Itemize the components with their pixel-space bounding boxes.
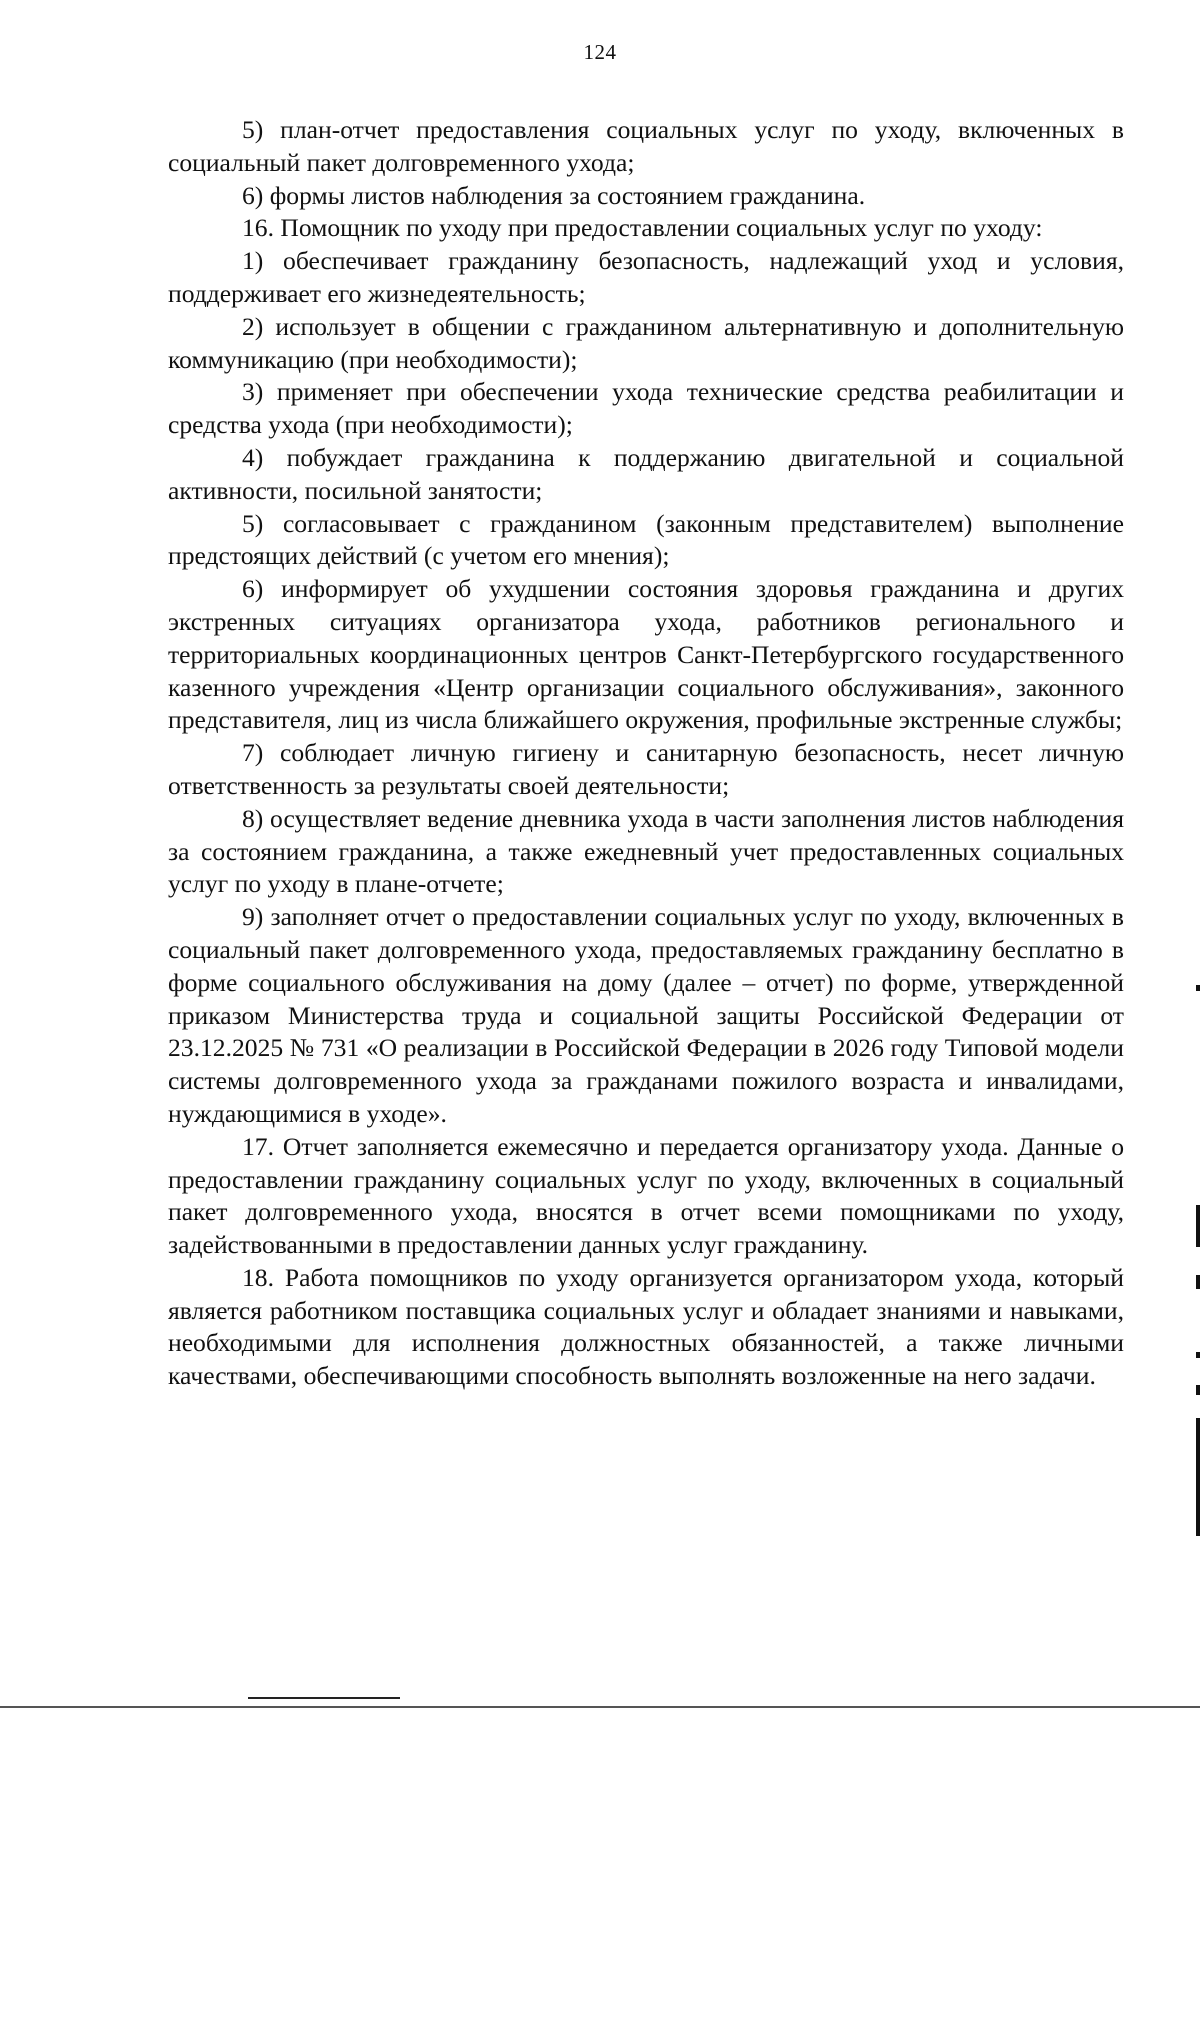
- document-body: [168, 114, 1124, 1393]
- scan-margin-mark: [1196, 1205, 1200, 1247]
- paragraph-duty-9: 9) заполняет отчет о предоставлении социальных услуг по уходу, включенных в социальный пакет долговременного ухода, предоставляемых гражданину бесплатно в форме социального обслуживания на дому (далее – отчет) по форме, утвержденной приказом Министерства труда и социальной защиты Российской Федерации от 23.12.2025 № 731 «О реализации в Российской Федерации в 2026 году Типовой модели системы долговременного ухода за гражданами пожилого возраста и инвалидами, нуждающимися в уходе».: [168, 902, 1124, 1128]
- paragraph-duty-6: 6) информирует об ухудшении состояния здоровья гражданина и других экстренных ситуациях организатора ухода, работников регионального и территориальных координационных центров Санкт-Петербургского государственного казенного учреждения «Центр организации социального обслуживания», законного представителя, лиц из числа ближайшего окружения, профильные экстренные службы;: [168, 574, 1124, 735]
- page-bottom-edge: [0, 1706, 1200, 1708]
- page-number: 124: [583, 40, 617, 64]
- paragraph-duty-8: 8) осуществляет ведение дневника ухода в части заполнения листов наблюдения за состоянием гражданина, а также ежедневный учет предоставленных социальных услуг по уходу в плане-отчете;: [168, 803, 1124, 899]
- paragraph-clause-16: 16. Помощник по уходу при предоставлении социальных услуг по уходу:: [242, 213, 1043, 243]
- paragraph-duty-7: 7) соблюдает личную гигиену и санитарную безопасность, несет личную ответственность за результаты своей деятельности;: [168, 738, 1124, 800]
- paragraph-duty-4: 4) побуждает гражданина к поддержанию двигательной и социальной активности, посильной занятости;: [168, 442, 1124, 505]
- paragraph-item-6-observation-forms: 6) формы листов наблюдения за состоянием гражданина.: [242, 180, 866, 210]
- paragraph-clause-18: 18. Работа помощников по уходу организуется организатором ухода, который является работником поставщика социальных услуг и обладает знаниями и навыками, необходимыми для исполнения должностных обязанностей, а также личными качествами, обеспечивающими способность выполнять возложенные на него задачи.: [168, 1262, 1124, 1391]
- scan-margin-mark: [1196, 1352, 1200, 1358]
- scan-margin-mark: [1196, 985, 1200, 991]
- scan-margin-mark: [1196, 1385, 1200, 1395]
- footnote-rule: [248, 1697, 400, 1699]
- paragraph-duty-5: 5) согласовывает с гражданином (законным представителем) выполнение предстоящих действий (с учетом его мнения);: [168, 508, 1124, 571]
- scan-margin-mark: [1196, 1275, 1200, 1289]
- paragraph-duty-3: 3) применяет при обеспечении ухода технические средства реабилитации и средства ухода (при необходимости);: [168, 377, 1124, 440]
- paragraph-clause-17: 17. Отчет заполняется ежемесячно и передается организатору ухода. Данные о предоставлении гражданину социальных услуг по уходу, включенных в социальный пакет долговременного ухода, вносятся в отчет всеми помощниками по уходу, задействованными в предоставлении данных услуг гражданину.: [168, 1131, 1124, 1260]
- paragraph-duty-2: 2) использует в общении с гражданином альтернативную и дополнительную коммуникацию (при необходимости);: [168, 311, 1124, 374]
- paragraph-duty-1: 1) обеспечивает гражданину безопасность, надлежащий уход и условия, поддерживает его жизнедеятельность;: [168, 246, 1124, 308]
- scan-margin-mark: [1196, 1418, 1200, 1536]
- paragraph-item-5-plan-report: 5) план-отчет предоставления социальных услуг по уходу, включенных в социальный пакет долговременного ухода;: [168, 115, 1124, 177]
